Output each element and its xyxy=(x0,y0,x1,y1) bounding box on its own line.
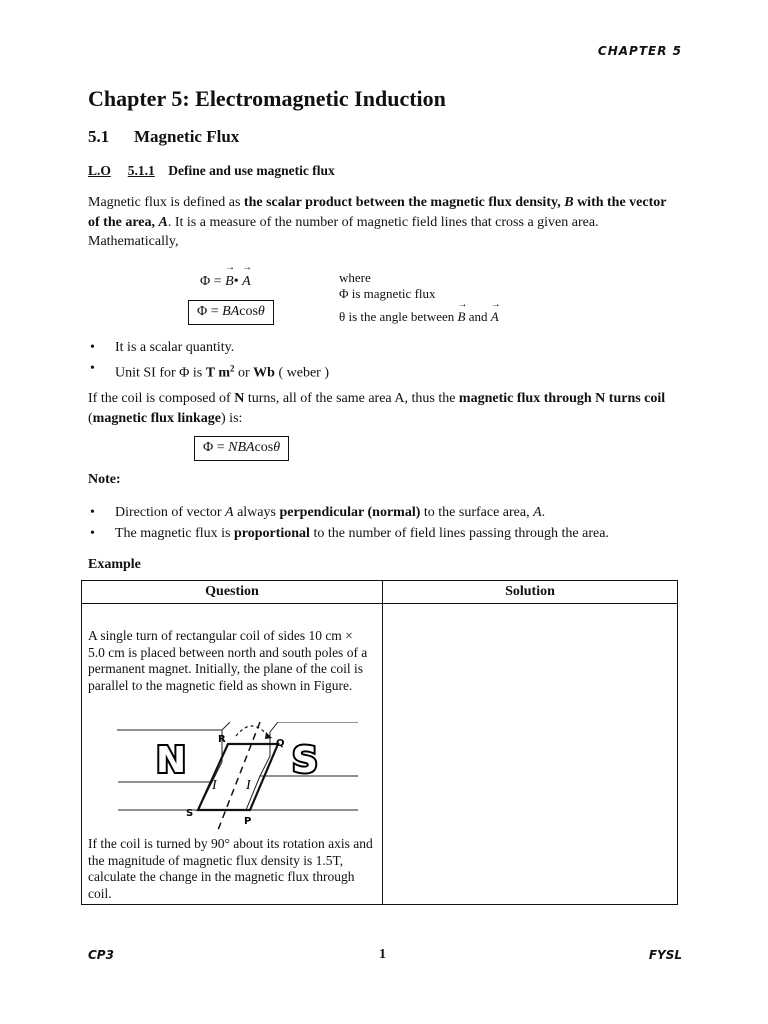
example-label: Example xyxy=(88,557,141,572)
magnet-coil-figure xyxy=(112,722,382,842)
vector-b: → B xyxy=(458,309,466,325)
table-row xyxy=(82,604,678,905)
coil-bold-2: magnetic flux linkage xyxy=(92,410,222,426)
page-title: Chapter 5: Electromagnetic Induction xyxy=(88,86,446,111)
dot-operator: • xyxy=(233,274,243,289)
vector-b: → B xyxy=(225,274,234,290)
north-pole-edge xyxy=(222,722,230,730)
formula-lhs: Φ = xyxy=(203,440,229,455)
north-label: N xyxy=(156,740,187,781)
corner-q-label: Q xyxy=(276,738,285,749)
note-end: . xyxy=(541,505,546,520)
lo-number: 5.1.1 xyxy=(127,163,155,178)
south-label: S xyxy=(292,740,318,781)
unit-text: Unit SI for Φ is xyxy=(115,365,206,381)
solution-header: Solution xyxy=(383,581,678,604)
list-item: • It is a scalar quantity. xyxy=(88,337,329,358)
theta-symbol: θ xyxy=(273,440,281,455)
intro-paragraph xyxy=(88,193,678,252)
var-a: A xyxy=(158,214,168,230)
unit-exponent: 2 xyxy=(229,363,235,373)
var-b: B xyxy=(564,195,574,210)
note-text: Direction of vector xyxy=(115,505,226,520)
or-text: or xyxy=(234,365,254,381)
learning-outcome xyxy=(88,163,335,179)
phi-definition: Φ is magnetic flux xyxy=(339,286,436,301)
list-item xyxy=(88,502,609,523)
coil-text-3: ( xyxy=(88,410,93,426)
north-pole-lower xyxy=(118,782,212,810)
list-item xyxy=(88,358,329,384)
lo-text: Define and use magnetic flux xyxy=(168,163,335,178)
note-text-3: to the surface area, xyxy=(420,505,534,520)
flux-linkage-formula-box xyxy=(194,436,289,461)
flux-properties-list xyxy=(88,337,329,384)
page-number: 1 xyxy=(379,947,386,962)
cos-fn: cos xyxy=(254,440,274,455)
vector-a: → A xyxy=(242,274,251,290)
section-title: Magnetic Flux xyxy=(134,127,240,146)
theta-symbol: θ xyxy=(257,304,265,319)
arrowhead-icon xyxy=(265,732,272,739)
flux-cos-formula-box xyxy=(188,300,274,325)
intro-bold-text: the scalar product between the magnetic flux density, xyxy=(243,195,565,210)
corner-p-label: P xyxy=(244,816,252,827)
footer-left: CP3 xyxy=(88,948,114,962)
theta-definition xyxy=(339,309,499,325)
question-text: A single turn of rectangular coil of sides 10 cm × 5.0 cm is placed between north and south poles of a permanent magnet. Initially, the plane of the coil is parallel to the magnetic field as shown in Figure. xyxy=(88,628,368,693)
var-a: A xyxy=(533,505,542,520)
question-header: Question xyxy=(82,581,383,604)
cos-fn: cos xyxy=(239,304,258,319)
coil-n: N xyxy=(234,391,245,406)
note-text-2: always xyxy=(233,505,280,520)
unit-tesla: T m xyxy=(205,365,230,381)
formula-lhs: Φ = xyxy=(197,304,223,319)
coil-paragraph xyxy=(88,389,678,428)
where-block xyxy=(339,270,499,325)
formula-rhs: BA xyxy=(222,304,240,319)
unit-weber: Wb xyxy=(253,365,275,381)
coil-text-2: turns, all of the same area A, thus the xyxy=(244,391,459,406)
question-text-2: If the coil is turned by 90° about its rotation axis and the magnitude of magnetic flux density is 1.5T, calculate the change in the magnetic flux through coil. xyxy=(88,836,373,901)
coil-bold: magnetic flux through N turns coil xyxy=(458,391,666,406)
intro-bold-tail: with the vector of the area, xyxy=(88,195,667,230)
example-table xyxy=(81,580,678,905)
where-label: where xyxy=(339,270,371,285)
note-bold: perpendicular (normal) xyxy=(279,505,421,520)
lo-label: L.O xyxy=(88,163,111,178)
note-label: Note: xyxy=(88,472,121,487)
table-header-row xyxy=(82,581,678,604)
note-text-2: to the number of field lines passing through the area. xyxy=(309,526,609,541)
note-text: The magnetic flux is xyxy=(115,526,234,541)
footer-right: FYSL xyxy=(648,948,682,962)
note-list xyxy=(88,502,609,544)
question-cell xyxy=(82,604,383,905)
section-heading xyxy=(88,127,239,147)
and-text: and xyxy=(465,309,491,324)
theta-def-text: θ is the angle between xyxy=(339,309,458,324)
note-bold: proportional xyxy=(233,526,310,541)
vector-a: → A xyxy=(491,309,499,325)
unit-tail: ( weber ) xyxy=(274,365,329,381)
coil-text-4: ) is: xyxy=(221,410,243,426)
intro-text-2: . It is a measure of the number of magnetic field lines that cross a given area. Mathematically, xyxy=(88,214,599,249)
flux-dot-formula xyxy=(200,274,251,290)
rotation-arrow xyxy=(236,726,268,736)
chapter-tag: CHAPTER 5 xyxy=(597,44,682,58)
intro-text: Magnetic flux is defined as xyxy=(88,195,244,210)
var-a: A xyxy=(225,505,234,520)
coil-outline xyxy=(198,744,278,810)
current-label-1: I xyxy=(212,778,217,793)
formula-lhs: Φ = xyxy=(200,274,226,289)
section-number: 5.1 xyxy=(88,127,110,146)
corner-s-label: S xyxy=(186,808,194,819)
solution-cell xyxy=(383,604,678,905)
list-item xyxy=(88,523,609,544)
current-label-2: I xyxy=(246,778,251,793)
corner-r-label: R xyxy=(218,734,226,745)
coil-text: If the coil is composed of xyxy=(88,391,235,406)
formula-rhs: NBA xyxy=(228,440,255,455)
